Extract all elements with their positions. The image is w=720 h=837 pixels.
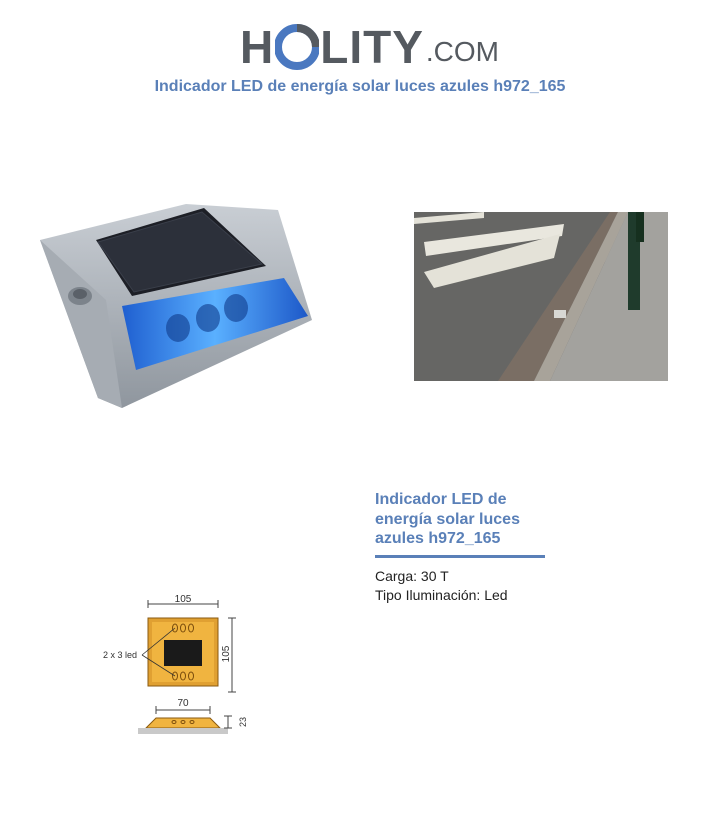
logo-o-icon — [275, 24, 319, 70]
product-image — [36, 200, 316, 412]
product-info — [375, 490, 545, 605]
thickness-dimension: 23 — [238, 716, 248, 728]
product-title: Indicador LED de energía solar luces azules h972_165 — [375, 490, 545, 558]
height-dimension: 105 — [221, 645, 232, 663]
logo-prefix: H — [240, 21, 275, 73]
logo-suffix: .COM — [425, 36, 500, 67]
led-count-label: 2 x 3 led — [102, 650, 138, 660]
holity-logo[interactable] — [240, 18, 500, 73]
width-dimension: 105 — [174, 594, 192, 605]
dimension-drawing — [74, 588, 254, 748]
spec-load: Carga: 30 T — [375, 567, 449, 584]
spec-lighting: Tipo Iluminación: Led — [375, 586, 508, 603]
logo-main: LITY — [320, 21, 424, 73]
installation-photo — [414, 212, 668, 381]
base-dimension: 70 — [177, 698, 189, 709]
spec-list — [375, 567, 545, 605]
page-title: Indicador LED de energía solar luces azules h972_165 — [154, 78, 566, 95]
